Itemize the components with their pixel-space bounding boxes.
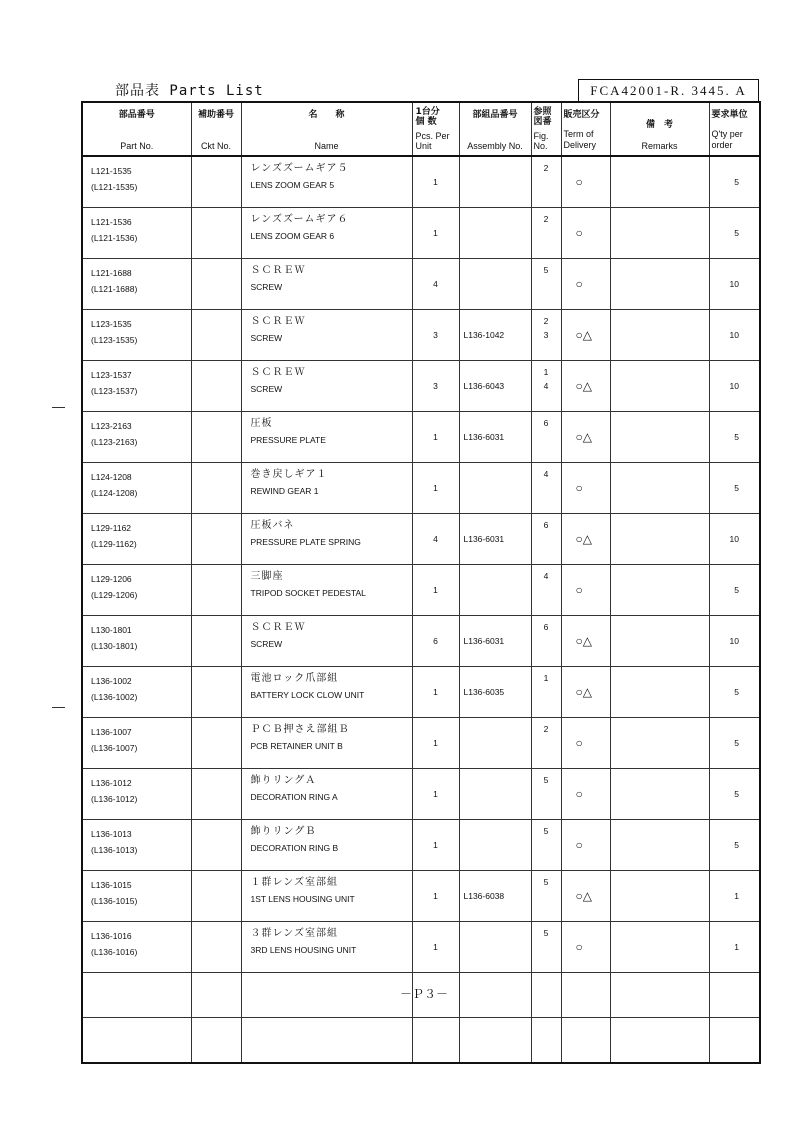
qty-cell: 5 <box>709 820 760 871</box>
name-cell <box>241 820 412 871</box>
name-english: BATTERY LOCK CLOW UNIT <box>250 690 365 700</box>
fig-no-cell <box>531 463 561 514</box>
fig-number: 5 <box>543 928 549 938</box>
empty-cell <box>610 973 709 1018</box>
header-name: 名 称 Name <box>241 102 412 156</box>
name-cell <box>241 156 412 208</box>
part-number-alt: (L136-1007) <box>91 743 138 753</box>
table-row <box>82 412 760 463</box>
header-row <box>82 102 760 156</box>
name-japanese: ＳＣＲＥＷ <box>250 265 306 276</box>
table-row <box>82 463 760 514</box>
qty-cell: 5 <box>709 769 760 820</box>
remarks-cell <box>610 871 709 922</box>
header-part-no: 部品番号 Part No. <box>82 102 191 156</box>
name-cell <box>241 616 412 667</box>
part-no-cell <box>82 412 191 463</box>
name-japanese: ＳＣＲＥＷ <box>250 622 306 633</box>
empty-cell <box>459 1018 531 1064</box>
assembly-no-cell: L136-6031 <box>459 412 531 463</box>
part-number: L136-1002 <box>91 676 132 686</box>
empty-cell <box>82 1018 191 1064</box>
ckt-no-cell <box>191 361 241 412</box>
part-number-alt: (L136-1015) <box>91 896 138 906</box>
empty-cell <box>610 1018 709 1064</box>
name-japanese: ＳＣＲＥＷ <box>250 367 306 378</box>
part-no-cell <box>82 616 191 667</box>
assembly-no-cell <box>459 718 531 769</box>
qty-cell: 1 <box>709 922 760 973</box>
name-japanese: 電池ロック爪部組 <box>250 673 339 684</box>
delivery-cell: ○ <box>561 769 610 820</box>
fig-number: 2 <box>543 214 549 224</box>
fig-no-cell <box>531 871 561 922</box>
part-number: L136-1015 <box>91 880 132 890</box>
name-english: LENS ZOOM GEAR 6 <box>250 231 335 241</box>
name-english: PCB RETAINER UNIT B <box>250 741 343 751</box>
fig-no-cell <box>531 310 561 361</box>
table-row <box>82 156 760 208</box>
table-row <box>82 718 760 769</box>
name-japanese: 圧板 <box>250 418 273 429</box>
parts-table <box>81 101 761 1064</box>
delivery-cell: ○△ <box>561 310 610 361</box>
part-number: L121-1688 <box>91 268 132 278</box>
name-cell <box>241 361 412 412</box>
fig-no-cell <box>531 259 561 310</box>
header-ckt-no: 補助番号 Ckt No. <box>191 102 241 156</box>
ckt-no-cell <box>191 616 241 667</box>
pcs-cell: 6 <box>412 616 459 667</box>
fig-no-cell <box>531 208 561 259</box>
qty-cell: 10 <box>709 361 760 412</box>
delivery-cell: ○△ <box>561 616 610 667</box>
qty-cell: 5 <box>709 463 760 514</box>
name-japanese: 飾りリングＡ <box>250 775 317 786</box>
ckt-no-cell <box>191 769 241 820</box>
qty-cell: 5 <box>709 565 760 616</box>
empty-cell <box>241 1018 412 1064</box>
pcs-cell: 1 <box>412 718 459 769</box>
part-number-alt: (L136-1002) <box>91 692 138 702</box>
assembly-no-cell: L136-6031 <box>459 616 531 667</box>
document-id: FCA42001-R. 3445. A <box>578 79 759 101</box>
fig-number: 1 <box>543 673 549 683</box>
part-number: L136-1007 <box>91 727 132 737</box>
name-cell <box>241 208 412 259</box>
ckt-no-cell <box>191 310 241 361</box>
name-japanese: ＰＣＢ押さえ部組Ｂ <box>250 724 350 735</box>
qty-cell: 5 <box>709 412 760 463</box>
name-english: DECORATION RING B <box>250 843 339 853</box>
table-row <box>82 565 760 616</box>
empty-cell <box>241 973 412 1018</box>
name-cell <box>241 871 412 922</box>
part-no-cell <box>82 820 191 871</box>
part-number-alt: (L136-1012) <box>91 794 138 804</box>
name-english: DECORATION RING A <box>250 792 338 802</box>
ckt-no-cell <box>191 412 241 463</box>
fig-number: 6 <box>543 520 549 530</box>
delivery-cell: ○△ <box>561 871 610 922</box>
qty-cell: 5 <box>709 667 760 718</box>
part-no-cell <box>82 463 191 514</box>
empty-cell <box>709 1018 760 1064</box>
ckt-no-cell <box>191 514 241 565</box>
part-number-alt: (L121-1536) <box>91 233 138 243</box>
part-number-alt: (L124-1208) <box>91 488 138 498</box>
assembly-no-cell <box>459 208 531 259</box>
name-english: SCREW <box>250 333 283 343</box>
margin-mark <box>52 407 65 408</box>
part-number-alt: (L130-1801) <box>91 641 138 651</box>
fig-number: 3 <box>543 330 549 340</box>
remarks-cell <box>610 565 709 616</box>
pcs-cell: 1 <box>412 922 459 973</box>
part-number: L121-1536 <box>91 217 132 227</box>
pcs-cell: 1 <box>412 463 459 514</box>
assembly-no-cell <box>459 156 531 208</box>
ckt-no-cell <box>191 565 241 616</box>
fig-number: 2 <box>543 724 549 734</box>
name-japanese: ＳＣＲＥＷ <box>250 316 306 327</box>
name-japanese: 三脚座 <box>250 571 284 582</box>
remarks-cell <box>610 361 709 412</box>
part-no-cell <box>82 871 191 922</box>
fig-no-cell <box>531 156 561 208</box>
remarks-cell <box>610 667 709 718</box>
fig-number: 1 <box>543 367 549 377</box>
name-cell <box>241 514 412 565</box>
part-number-alt: (L121-1535) <box>91 182 138 192</box>
part-number: L123-1535 <box>91 319 132 329</box>
part-no-cell <box>82 565 191 616</box>
table-row <box>82 208 760 259</box>
ckt-no-cell <box>191 871 241 922</box>
remarks-cell <box>610 310 709 361</box>
table-row <box>82 820 760 871</box>
assembly-no-cell <box>459 769 531 820</box>
name-japanese: １群レンズ室部組 <box>250 877 338 888</box>
fig-number: 5 <box>543 877 549 887</box>
table-row <box>82 514 760 565</box>
name-english: 3RD LENS HOUSING UNIT <box>250 945 357 955</box>
header-fig: 参照 図番 Fig. No. <box>531 102 561 156</box>
part-no-cell <box>82 156 191 208</box>
name-cell <box>241 667 412 718</box>
qty-cell: 10 <box>709 616 760 667</box>
table-row <box>82 259 760 310</box>
table-row <box>82 361 760 412</box>
name-cell <box>241 310 412 361</box>
fig-no-cell <box>531 667 561 718</box>
empty-cell <box>561 1018 610 1064</box>
pcs-cell: 1 <box>412 208 459 259</box>
name-english: SCREW <box>250 282 283 292</box>
part-number: L129-1206 <box>91 574 132 584</box>
remarks-cell <box>610 412 709 463</box>
part-number: L123-1537 <box>91 370 132 380</box>
remarks-cell <box>610 922 709 973</box>
fig-number: 4 <box>543 469 549 479</box>
qty-cell: 5 <box>709 156 760 208</box>
name-japanese: 巻き戻しギア１ <box>250 469 328 480</box>
page-title: 部品表 Parts List <box>115 83 264 99</box>
name-english: 1ST LENS HOUSING UNIT <box>250 894 355 904</box>
ckt-no-cell <box>191 208 241 259</box>
fig-number: 5 <box>543 826 549 836</box>
part-number: L123-2163 <box>91 421 132 431</box>
name-japanese: ３群レンズ室部組 <box>250 928 338 939</box>
empty-row <box>82 1018 760 1064</box>
ckt-no-cell <box>191 463 241 514</box>
header-assembly: 部組品番号 Assembly No. <box>459 102 531 156</box>
fig-no-cell <box>531 820 561 871</box>
part-no-cell <box>82 259 191 310</box>
pcs-cell: 1 <box>412 667 459 718</box>
part-number-alt: (L123-1535) <box>91 335 138 345</box>
name-cell <box>241 463 412 514</box>
assembly-no-cell <box>459 922 531 973</box>
qty-cell: 5 <box>709 718 760 769</box>
empty-cell <box>191 1018 241 1064</box>
margin-mark <box>52 707 65 708</box>
delivery-cell: ○△ <box>561 667 610 718</box>
pcs-cell: 1 <box>412 565 459 616</box>
delivery-cell: ○ <box>561 820 610 871</box>
part-no-cell <box>82 718 191 769</box>
qty-cell: 10 <box>709 310 760 361</box>
name-english: TRIPOD SOCKET PEDESTAL <box>250 588 366 598</box>
table-row <box>82 922 760 973</box>
part-no-cell <box>82 922 191 973</box>
header-remarks: 備 考 Remarks <box>610 102 709 156</box>
part-number-alt: (L121-1688) <box>91 284 138 294</box>
part-no-cell <box>82 514 191 565</box>
qty-cell: 5 <box>709 208 760 259</box>
fig-number: 4 <box>543 381 549 391</box>
name-english: SCREW <box>250 639 283 649</box>
assembly-no-cell <box>459 259 531 310</box>
ckt-no-cell <box>191 156 241 208</box>
remarks-cell <box>610 820 709 871</box>
fig-number: 6 <box>543 622 549 632</box>
table-row <box>82 310 760 361</box>
fig-no-cell <box>531 718 561 769</box>
name-english: PRESSURE PLATE SPRING <box>250 537 361 547</box>
name-japanese: 圧板バネ <box>250 520 295 531</box>
pcs-cell: 4 <box>412 514 459 565</box>
pcs-cell: 3 <box>412 310 459 361</box>
ckt-no-cell <box>191 922 241 973</box>
pcs-cell: 1 <box>412 820 459 871</box>
qty-cell: 10 <box>709 259 760 310</box>
part-number-alt: (L123-2163) <box>91 437 138 447</box>
fig-no-cell <box>531 616 561 667</box>
remarks-cell <box>610 156 709 208</box>
page-number: －Ｐ３－ <box>400 987 449 1001</box>
header-delivery: 販売区分 Term of Delivery <box>561 102 610 156</box>
pcs-cell: 4 <box>412 259 459 310</box>
fig-no-cell <box>531 922 561 973</box>
name-cell <box>241 718 412 769</box>
empty-cell <box>459 973 531 1018</box>
part-number-alt: (L136-1016) <box>91 947 138 957</box>
remarks-cell <box>610 769 709 820</box>
part-number: L136-1013 <box>91 829 132 839</box>
fig-no-cell <box>531 361 561 412</box>
fig-no-cell <box>531 769 561 820</box>
assembly-no-cell: L136-6038 <box>459 871 531 922</box>
delivery-cell: ○△ <box>561 412 610 463</box>
name-english: REWIND GEAR 1 <box>250 486 319 496</box>
part-number: L136-1016 <box>91 931 132 941</box>
fig-number: 6 <box>543 418 549 428</box>
name-japanese: レンズズームギア６ <box>250 214 349 225</box>
part-number-alt: (L129-1162) <box>91 539 137 549</box>
ckt-no-cell <box>191 718 241 769</box>
name-cell <box>241 259 412 310</box>
ckt-no-cell <box>191 259 241 310</box>
fig-number: 2 <box>543 163 549 173</box>
assembly-no-cell <box>459 820 531 871</box>
part-no-cell <box>82 208 191 259</box>
assembly-no-cell: L136-6031 <box>459 514 531 565</box>
delivery-cell: ○ <box>561 156 610 208</box>
delivery-cell: ○△ <box>561 514 610 565</box>
assembly-no-cell: L136-6035 <box>459 667 531 718</box>
delivery-cell: ○ <box>561 718 610 769</box>
assembly-no-cell <box>459 463 531 514</box>
part-number-alt: (L129-1206) <box>91 590 138 600</box>
pcs-cell: 1 <box>412 871 459 922</box>
pcs-cell: 3 <box>412 361 459 412</box>
table-row <box>82 769 760 820</box>
delivery-cell: ○△ <box>561 361 610 412</box>
header-pcs: 1台分 個 数 Pcs. Per Unit <box>412 102 459 156</box>
fig-no-cell <box>531 412 561 463</box>
part-number-alt: (L136-1013) <box>91 845 138 855</box>
part-no-cell <box>82 361 191 412</box>
fig-number: 4 <box>543 571 549 581</box>
empty-cell <box>531 973 561 1018</box>
empty-cell <box>82 973 191 1018</box>
delivery-cell: ○ <box>561 922 610 973</box>
name-cell <box>241 412 412 463</box>
header-qty: 要求単位 Q'ty per order <box>709 102 760 156</box>
part-number: L121-1535 <box>91 166 132 176</box>
ckt-no-cell <box>191 820 241 871</box>
delivery-cell: ○ <box>561 259 610 310</box>
delivery-cell: ○ <box>561 463 610 514</box>
part-number: L129-1162 <box>91 523 132 533</box>
name-cell <box>241 922 412 973</box>
name-japanese: レンズズームギア５ <box>250 163 349 174</box>
pcs-cell: 1 <box>412 156 459 208</box>
fig-no-cell <box>531 565 561 616</box>
table-row <box>82 871 760 922</box>
empty-cell <box>709 973 760 1018</box>
name-english: SCREW <box>250 384 283 394</box>
fig-number: 5 <box>543 775 549 785</box>
empty-cell <box>561 973 610 1018</box>
part-number: L136-1012 <box>91 778 132 788</box>
assembly-no-cell: L136-6043 <box>459 361 531 412</box>
name-english: LENS ZOOM GEAR 5 <box>250 180 335 190</box>
ckt-no-cell <box>191 667 241 718</box>
fig-number: 5 <box>543 265 549 275</box>
table-row <box>82 667 760 718</box>
part-number: L130-1801 <box>91 625 132 635</box>
remarks-cell <box>610 208 709 259</box>
remarks-cell <box>610 259 709 310</box>
name-japanese: 飾りリングＢ <box>250 826 317 837</box>
fig-no-cell <box>531 514 561 565</box>
remarks-cell <box>610 616 709 667</box>
assembly-no-cell: L136-1042 <box>459 310 531 361</box>
fig-number: 2 <box>543 316 549 326</box>
part-no-cell <box>82 310 191 361</box>
pcs-cell: 1 <box>412 769 459 820</box>
empty-cell <box>531 1018 561 1064</box>
name-cell <box>241 565 412 616</box>
remarks-cell <box>610 463 709 514</box>
remarks-cell <box>610 718 709 769</box>
part-no-cell <box>82 667 191 718</box>
part-number: L124-1208 <box>91 472 132 482</box>
empty-cell <box>412 1018 459 1064</box>
empty-cell <box>191 973 241 1018</box>
name-english: PRESSURE PLATE <box>250 435 326 445</box>
pcs-cell: 1 <box>412 412 459 463</box>
table-row <box>82 616 760 667</box>
assembly-no-cell <box>459 565 531 616</box>
delivery-cell: ○ <box>561 208 610 259</box>
remarks-cell <box>610 514 709 565</box>
name-cell <box>241 769 412 820</box>
qty-cell: 10 <box>709 514 760 565</box>
delivery-cell: ○ <box>561 565 610 616</box>
qty-cell: 1 <box>709 871 760 922</box>
part-no-cell <box>82 769 191 820</box>
part-number-alt: (L123-1537) <box>91 386 138 396</box>
